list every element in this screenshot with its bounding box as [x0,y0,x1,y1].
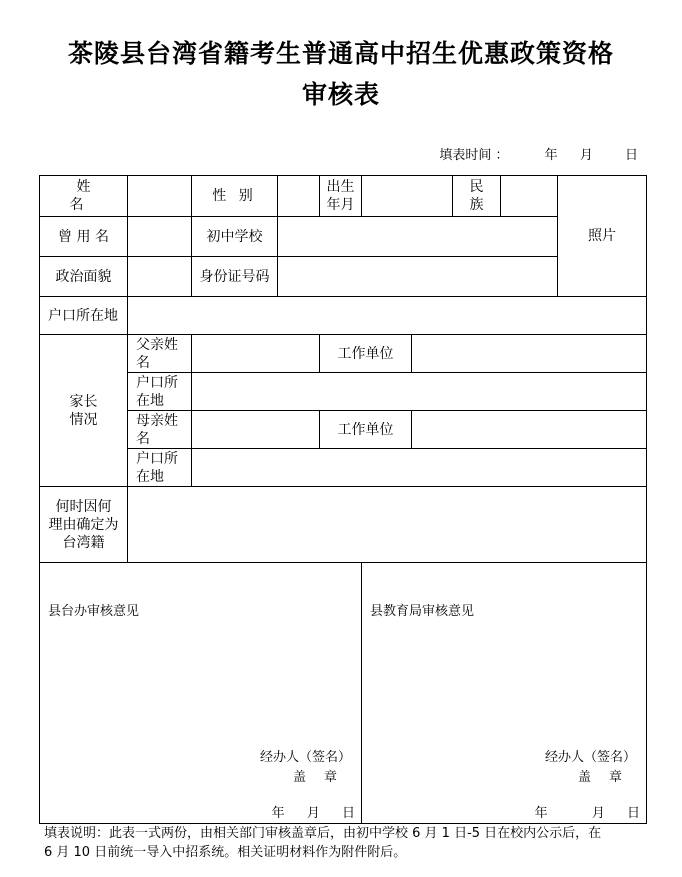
label-mother-household: 户口所在地 [128,449,192,487]
fill-date [439,144,638,163]
taiwan-office-opinion[interactable] [40,563,362,824]
label-father-work-unit: 工作单位 [320,335,412,373]
field-birth[interactable] [362,176,453,217]
field-name[interactable] [128,176,192,217]
field-political-status[interactable] [128,257,192,297]
field-ethnicity[interactable] [501,176,558,217]
field-father-work-unit[interactable] [412,335,647,373]
field-id-number[interactable] [278,257,558,297]
field-gender[interactable] [278,176,320,217]
fill-date-year: 年 [544,148,558,163]
field-father-name[interactable] [192,335,320,373]
label-political-status: 政治面貌 [40,257,128,297]
field-mother-household[interactable] [192,449,647,487]
field-household[interactable] [128,297,647,335]
field-reason[interactable] [128,487,647,563]
right-seal-label: 盖章 [577,770,640,785]
field-mother-work-unit[interactable] [412,411,647,449]
label-id-number: 身份证号码 [192,257,278,297]
left-handler-label: 经办人（签名） [259,750,351,765]
right-sign-date: 年 月 日 [534,806,640,821]
label-name: 姓 名 [40,176,128,217]
label-middle-school: 初中学校 [192,217,278,257]
label-gender: 性 别 [192,176,278,217]
fill-date-day: 日 [624,148,638,163]
label-birth: 出生 年月 [320,176,362,217]
left-sign-date: 年 月 日 [271,806,355,821]
label-mother-work-unit: 工作单位 [320,411,412,449]
fill-instructions-line1: 填表说明：此表一式两份，由相关部门审核盖章后，由初中学校 6 月 1 日-5 日在校内公示后，在 [44,826,602,841]
form-title-line1: 茶陵县台湾省籍考生普通高中招生优惠政策资格 [67,39,614,68]
field-father-household[interactable] [192,373,647,411]
label-household: 户口所在地 [40,297,128,335]
form-table [39,175,647,824]
field-former-name[interactable] [128,217,192,257]
label-father-name: 父亲姓名 [128,335,192,373]
taiwan-office-opinion-title: 县台办审核意见 [48,604,140,619]
education-bureau-opinion-title: 县教育局审核意见 [370,604,475,619]
field-mother-name[interactable] [192,411,320,449]
label-former-name: 曾 用 名 [40,217,128,257]
label-parents: 家长 情况 [40,335,128,487]
form-title-line2: 审核表 [301,80,380,109]
fill-date-label: 填表时间 ： [439,148,509,163]
right-handler-label: 经办人（签名） [544,750,636,765]
photo-box[interactable]: 照片 [558,176,647,297]
label-ethnicity: 民 族 [453,176,501,217]
label-mother-name: 母亲姓名 [128,411,192,449]
left-seal-label: 盖章 [292,770,355,785]
label-reason: 何时因何 理由确定为 台湾籍 [40,487,128,563]
fill-instructions [44,824,648,862]
fill-date-month: 月 [579,148,593,163]
field-middle-school[interactable] [278,217,558,257]
label-father-household: 户口所在地 [128,373,192,411]
fill-instructions-line2: 6 月 10 日前统一导入中招系统。相关证明材料作为附件附后。 [44,845,407,860]
education-bureau-opinion[interactable] [362,563,647,824]
